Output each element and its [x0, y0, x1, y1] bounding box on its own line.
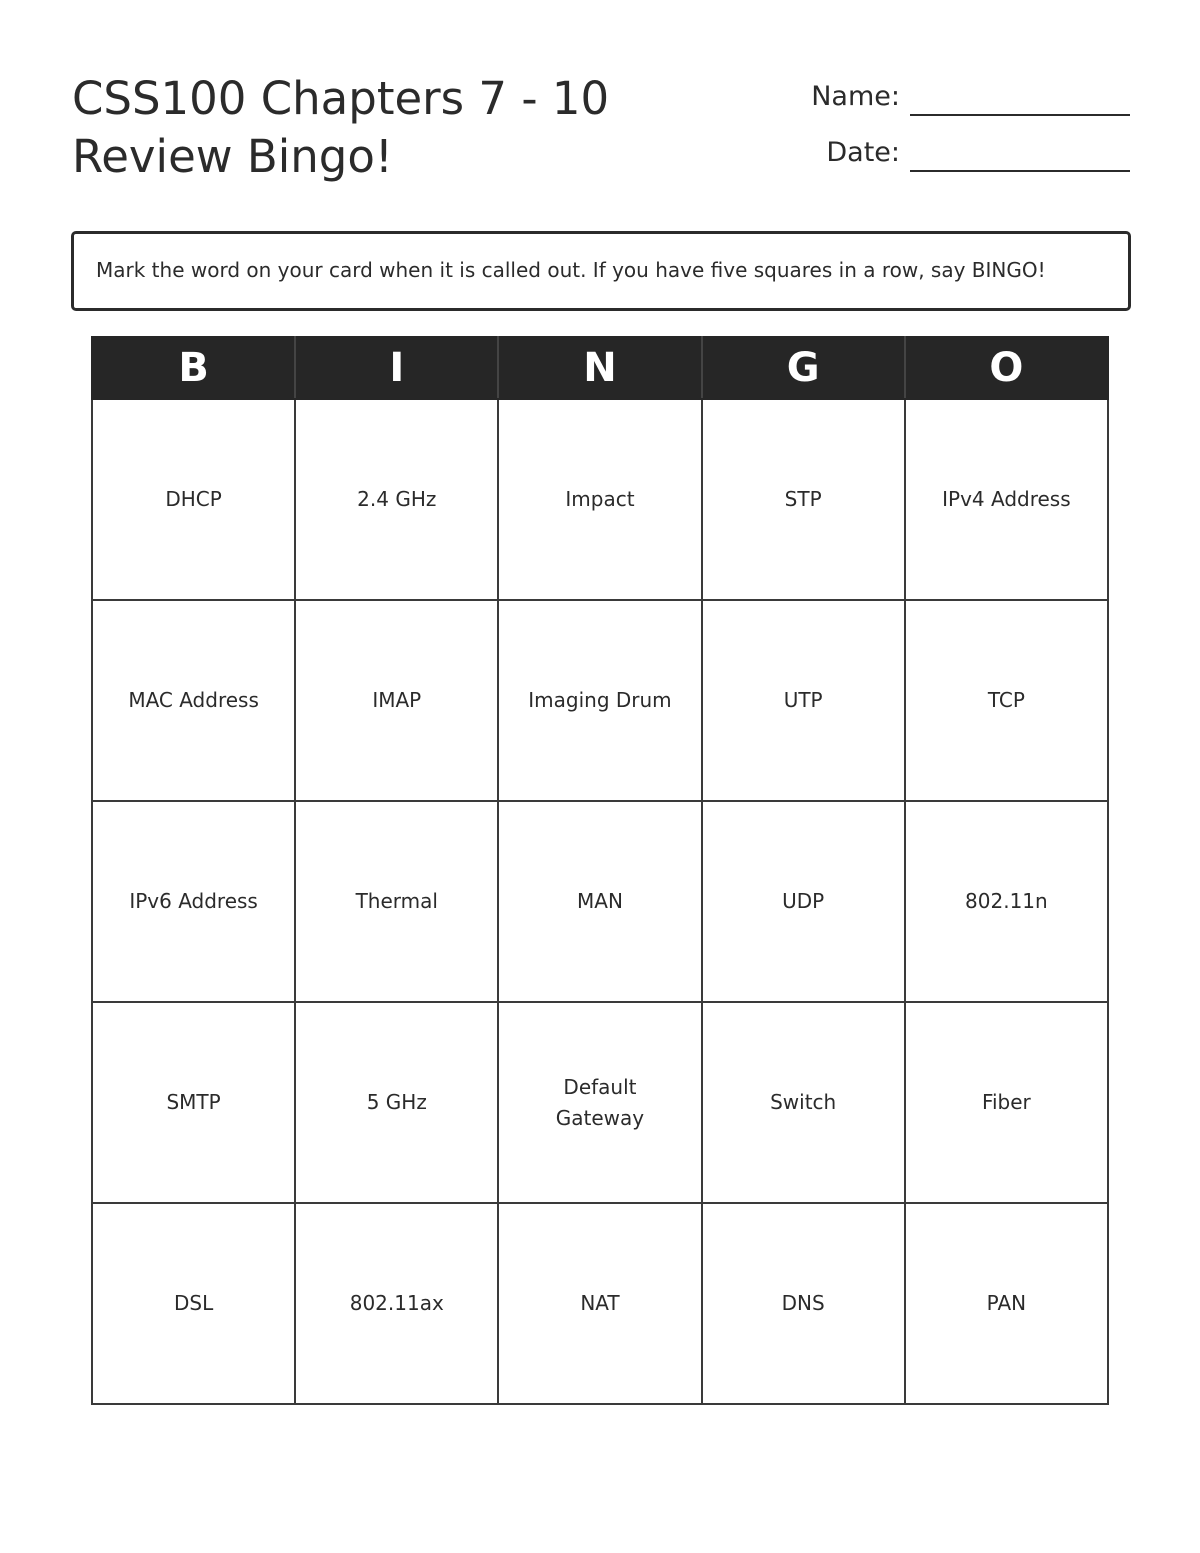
date-label: Date: — [826, 137, 900, 168]
bingo-cell[interactable]: 2.4 GHz — [295, 399, 498, 600]
bingo-cell[interactable]: IPv6 Address — [92, 801, 295, 1002]
bingo-cell[interactable]: IMAP — [295, 600, 498, 801]
bingo-cell[interactable]: Thermal — [295, 801, 498, 1002]
bingo-cell[interactable]: PAN — [905, 1203, 1108, 1404]
name-field — [780, 76, 1130, 116]
instructions-box — [71, 231, 1131, 311]
bingo-cell[interactable]: MAC Address — [92, 600, 295, 801]
instructions-text: Mark the word on your card when it is called out. If you have five squares in a row, say BINGO! — [96, 258, 1046, 282]
bingo-cell[interactable]: MAN — [498, 801, 701, 1002]
date-blank-line[interactable] — [910, 170, 1130, 172]
bingo-row — [92, 600, 1108, 801]
name-label: Name: — [811, 81, 900, 112]
bingo-cell[interactable]: DSL — [92, 1203, 295, 1404]
bingo-header-i: I — [295, 337, 498, 399]
bingo-cell[interactable]: Default Gateway — [498, 1002, 701, 1203]
bingo-row — [92, 1203, 1108, 1404]
bingo-cell[interactable]: IPv4 Address — [905, 399, 1108, 600]
bingo-cell[interactable]: 802.11ax — [295, 1203, 498, 1404]
bingo-row — [92, 1002, 1108, 1203]
bingo-cell[interactable]: 5 GHz — [295, 1002, 498, 1203]
date-field — [780, 132, 1130, 172]
page-title: CSS100 Chapters 7 - 10 Review Bingo! — [72, 72, 610, 183]
bingo-cell[interactable]: STP — [702, 399, 905, 600]
bingo-cell[interactable]: Imaging Drum — [498, 600, 701, 801]
bingo-cell[interactable]: NAT — [498, 1203, 701, 1404]
bingo-row — [92, 399, 1108, 600]
bingo-header-b: B — [92, 337, 295, 399]
bingo-header-o: O — [905, 337, 1108, 399]
bingo-cell[interactable]: SMTP — [92, 1002, 295, 1203]
bingo-row — [92, 801, 1108, 1002]
bingo-board — [91, 336, 1109, 1405]
bingo-cell[interactable]: DHCP — [92, 399, 295, 600]
bingo-cell[interactable]: 802.11n — [905, 801, 1108, 1002]
bingo-cell[interactable]: Switch — [702, 1002, 905, 1203]
bingo-header-g: G — [702, 337, 905, 399]
name-blank-line[interactable] — [910, 114, 1130, 116]
bingo-cell[interactable]: Impact — [498, 399, 701, 600]
bingo-cell[interactable]: TCP — [905, 600, 1108, 801]
bingo-header-n: N — [498, 337, 701, 399]
bingo-cell[interactable]: UTP — [702, 600, 905, 801]
bingo-cell[interactable]: Fiber — [905, 1002, 1108, 1203]
bingo-header-row — [92, 337, 1108, 399]
bingo-cell[interactable]: UDP — [702, 801, 905, 1002]
bingo-cell[interactable]: DNS — [702, 1203, 905, 1404]
